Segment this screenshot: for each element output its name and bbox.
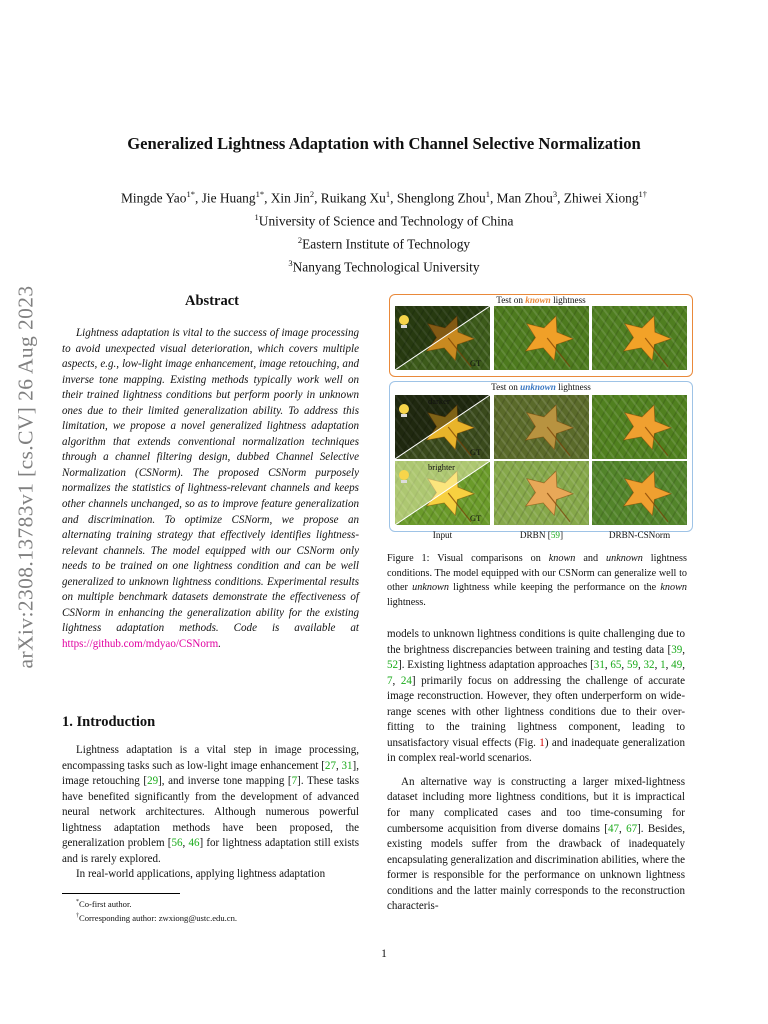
gt-tag: GT [470,513,482,523]
intro-paragraph-1 [62,743,359,867]
citation-link[interactable]: 65 [610,659,622,672]
intro-column-left [62,743,359,883]
author-name: Mingde Yao [120,190,187,206]
abstract-body [62,326,359,652]
arxiv-identifier: arXiv:2308.13783v1 [cs.CV] 26 Aug 2023 [13,285,38,669]
body-text: , [621,659,627,672]
page-number: 1 [381,948,387,960]
footnote-rule [62,893,180,894]
body-text: , [638,659,644,672]
figure-1-caption [387,552,687,610]
body-text: ]. Besides, existing models suffer from the drawback of inadequately encapsulating generalization and discrimination abilities, where the former is responsible for the performance on unknown lightness conditions and the latter mainly corresponds to the reconstruction characteris- [387,822,685,913]
author-block [0,185,768,277]
body-text: ] primarily focus on addressing the challenge of accurate image reconstruction. However, they often underperform on wide-range scenes with other lightness conditions due to their over-fitting to the training lightness component, leading to unsatisfactory visual effects (Fig. [387,674,685,749]
darker-tag: darker [428,396,450,406]
body-text: lightness. [387,596,426,608]
body-text: , [604,659,611,672]
affiliation: $^3$Nanyang Technological University [288,257,480,275]
body-text: ) and inadequate generalization in complex real-world scenarios. [387,736,685,765]
body-text: , [335,759,342,772]
citation-link[interactable]: 31 [593,659,605,672]
author-name: , Ruikang Xu [314,190,386,206]
citation-link[interactable]: 47 [607,822,619,835]
body-text: models to unknown lightness conditions is quite challenging due to the brightness discrepancies between training and testing data [ [387,628,685,656]
author-list [0,185,768,208]
author-affil-mark: 1 [485,189,490,199]
intro-paragraph-2: In real-world applications, applying lightness adaptation [76,868,326,881]
gt-tag: GT [470,447,482,457]
abstract-text: Lightness adaptation is vital to the success of image processing to avoid unexpected visual deterioration, which covers multiple aspects, e.g., low-light image enhancement, image retouching, and inverse tone mapping. Existing methods typically work well on their trained lightness conditions but perform poorly in unknown ones due to their limited generalization ability. To address this limitation, we propose a novel generalized lightness adaptation algorithm that extends conventional normalization techniques through a channel filtering design, dubbed Channel Selective Normalization (CSNorm). The proposed CSNorm purposely normalizes the statistics of lightness-relevant channels and keeps other channels unchanged, so as to improve feature generalization and discrimination. To optimize CSNorm, we propose an alternating training strategy that effectively identifies lightness-relevant channels. The model equipped with our CSNorm only needs to be trained on one lightness condition and can be well generalized to unknown lightness conditions. Experimental results on multiple benchmark datasets demonstrate the effectiveness of CSNorm in enhancing the generalization ability for the existing lightness adaptation methods. Code is available at [62,327,359,635]
body-text: ], image retouching [ [62,759,359,788]
emphasis-text: unknown [606,553,643,564]
author-affil-mark: 2 [309,189,315,199]
section-heading-introduction: 1. Introduction [62,714,156,730]
known-panel-label: Test on known lightness [496,295,586,305]
code-link[interactable]: https://github.com/mdyao/CSNorm [62,637,219,650]
citation-link[interactable]: 27 [324,759,336,772]
footnote-corresponding: †Corresponding author: zwxiong@ustc.edu.cn. [76,912,238,923]
author-affil-mark: 3 [552,189,558,199]
body-text: An alternative way is constructing a larger mixed-lightness dataset including more lightness conditions, but it is impractical for many complicated cases and too time-consuming for cumbersome acquisition from diverse domains [ [387,775,685,835]
citation-link[interactable]: 59 [626,659,638,672]
body-text: , [182,837,189,850]
body-text: , [665,659,672,672]
citation-link[interactable]: 49 [671,659,683,672]
author-affil-mark: 1† [638,189,648,199]
right-paragraph-1 [387,627,685,767]
body-text: lightness conditions. The model equipped with our CSNorm can generalize well to other [387,553,687,594]
author-name: , Shenglong Zhou [390,190,486,206]
citation-link[interactable]: 67 [626,822,638,835]
abstract-end: . [218,637,221,650]
citation-link[interactable]: 39 [671,643,683,656]
footnote-cofirst: *Co-first author. [76,898,132,909]
emphasis-text: known [660,582,687,594]
leaf-image [494,306,589,370]
citation-link[interactable]: 1 [660,659,666,672]
body-text: Lightness adaptation is a vital step in image processing, encompassing tasks such as low-light image enhancement [ [62,744,359,772]
intro-column-right [387,627,685,915]
column-label-input: Input [432,530,453,540]
author-name: , Xin Jin [264,190,310,206]
author-affil-mark: 1* [186,189,195,199]
body-text: lightness while keeping the performance on the [448,582,661,594]
citation-link[interactable]: 46 [188,837,200,850]
unknown-panel-label: Test on unknown lightness [491,382,591,392]
affiliation: $^2$Eastern Institute of Technology [297,234,471,252]
brighter-tag: brighter [428,462,455,472]
body-text: ]. Existing lightness adaptation approaches [ [398,659,594,672]
paper-title: Generalized Lightness Adaptation with Channel Selective Normalization [127,134,641,153]
body-text: , [654,659,661,672]
citation-link[interactable]: 31 [341,759,353,772]
citation-link[interactable]: 7 [387,674,393,687]
body-text: , [682,643,685,656]
author-name: , Jie Huang [194,190,256,206]
affiliation: $^1$University of Science and Technology of China [254,211,514,229]
body-text: , [618,822,627,835]
body-text: , [682,659,685,672]
footnotes [62,896,359,924]
body-text: ] for lightness adaptation still exists and is rarely explored. [62,837,359,865]
body-text: ]. These tasks have benefited significantly from the development of advanced neural network architectures. Although numerous powerful lightness adaptation methods have been proposed, the generalization problem [ [62,775,359,850]
citation-link[interactable]: 52 [387,659,399,672]
figure-ref-link[interactable]: 1 [539,736,545,749]
citation-link[interactable]: 29 [147,775,159,788]
body-text: ], and inverse tone mapping [ [158,775,292,788]
emphasis-text: unknown [412,582,449,594]
body-text: , [392,674,401,687]
column-label-drbn-csnorm: DRBN-CSNorm [608,530,671,540]
right-paragraph-2 [387,775,685,915]
citation-link[interactable]: 24 [400,674,412,687]
column-label-drbn: DRBN [59] [519,530,564,540]
author-name: , Man Zhou [489,190,553,206]
body-text: Figure 1: Visual comparisons on [387,553,549,564]
citation-link[interactable]: 7 [291,775,298,788]
leaf-image [494,461,589,525]
leaf-image [592,395,687,459]
citation-link[interactable]: 32 [643,659,655,672]
citation-link[interactable]: 56 [171,837,183,850]
leaf-image [592,461,687,525]
leaf-image [592,306,687,370]
emphasis-text: known [548,553,576,564]
author-name: , Zhiwei Xiong [557,190,639,206]
gt-tag: GT [470,358,482,368]
abstract-heading: Abstract [185,293,239,309]
body-text: and [575,553,607,564]
affiliation-list [0,208,768,277]
author-affil-mark: 1 [385,189,391,199]
leaf-image [494,395,589,459]
author-affil-mark: 1* [255,189,265,199]
